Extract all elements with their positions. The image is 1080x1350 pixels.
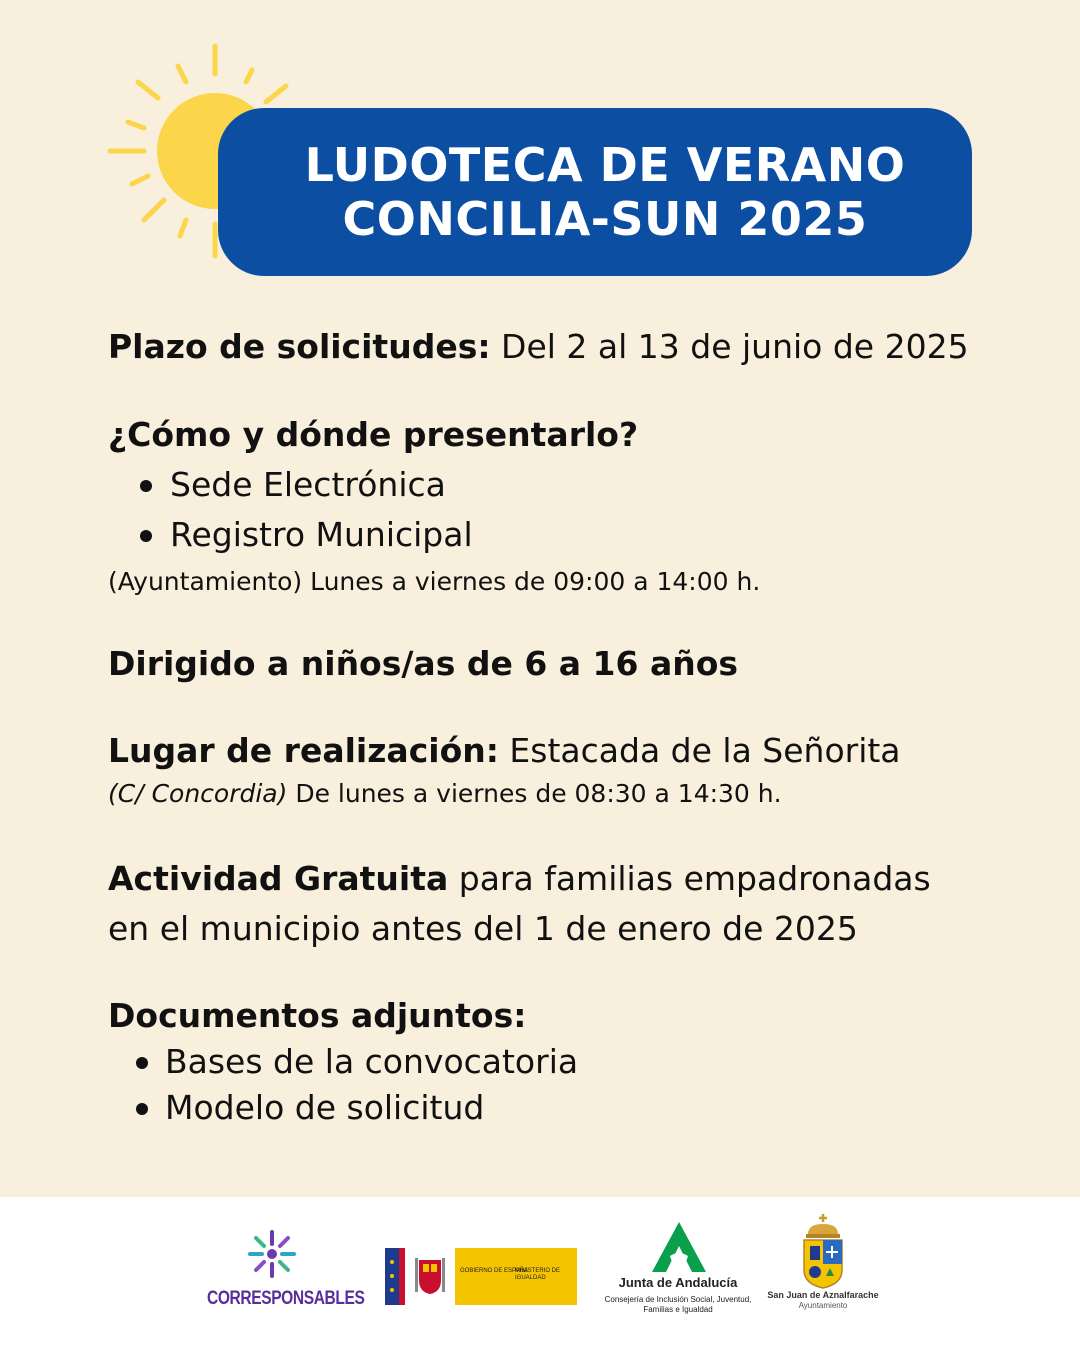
actividad-value-2: en el municipio antes del 1 de enero de 2025 bbox=[108, 909, 858, 948]
gobierno-text: GOBIERNO DE ESPAÑA bbox=[460, 1268, 528, 1274]
actividad-label: Actividad Gratuita bbox=[108, 859, 449, 898]
list-item-text: Sede Electrónica bbox=[170, 465, 446, 504]
documentos-heading: Documentos adjuntos: bbox=[108, 996, 527, 1035]
list-item-text: Registro Municipal bbox=[170, 515, 473, 554]
document-link-modelo[interactable] bbox=[108, 1085, 1008, 1131]
junta-andalucia-logo-icon bbox=[652, 1222, 706, 1272]
bullet-icon bbox=[140, 530, 152, 542]
bullet-icon bbox=[136, 1103, 148, 1115]
lugar-note bbox=[108, 776, 1008, 812]
plazo-value: Del 2 al 13 de junio de 2025 bbox=[490, 327, 969, 366]
bullet-icon bbox=[140, 480, 152, 492]
lugar-section bbox=[108, 726, 1008, 812]
dirigido-text: Dirigido a niños/as de 6 a 16 años bbox=[108, 644, 739, 683]
actividad-section bbox=[108, 854, 1008, 954]
title-banner bbox=[218, 108, 972, 276]
junta-sub: Consejería de Inclusión Social, Juventud, Familias e Igualdad bbox=[604, 1295, 752, 1314]
title-line-1: LUDOTECA DE VERANO bbox=[304, 138, 906, 192]
ministerio-text: MINISTERIO DE IGUALDAD bbox=[515, 1268, 561, 1281]
list-item-text: Modelo de solicitud bbox=[165, 1088, 485, 1127]
presentacion-list bbox=[108, 460, 1008, 560]
list-item-text: Bases de la convocatoria bbox=[165, 1042, 579, 1081]
plazo-section bbox=[108, 322, 1008, 372]
lugar-value: Estacada de la Señorita bbox=[498, 731, 901, 770]
san-juan-sub: Ayuntamiento bbox=[798, 1301, 848, 1310]
san-juan-shield-icon bbox=[800, 1214, 846, 1290]
spain-shield-icon bbox=[385, 1248, 455, 1305]
documentos-section bbox=[108, 991, 1008, 1131]
document-link-bases[interactable] bbox=[108, 1039, 1008, 1085]
plazo-label: Plazo de solicitudes: bbox=[108, 327, 491, 366]
presentacion-section bbox=[108, 410, 1008, 600]
bullet-icon bbox=[136, 1057, 148, 1069]
corresponsables-text: CORRESPONSABLES bbox=[207, 1288, 365, 1309]
documentos-list bbox=[108, 1039, 1008, 1131]
lugar-street: (C/ Concordia) bbox=[108, 779, 288, 808]
actividad-value-1: para familias empadronadas bbox=[448, 859, 931, 898]
presentacion-note: (Ayuntamiento) Lunes a viernes de 09:00 a 14:00 h. bbox=[108, 567, 761, 596]
corresponsables-logo-icon bbox=[246, 1228, 298, 1280]
list-item bbox=[108, 460, 1008, 510]
title-line-2: CONCILIA-SUN 2025 bbox=[342, 192, 868, 246]
presentacion-heading: ¿Cómo y dónde presentarlo? bbox=[108, 415, 639, 454]
list-item bbox=[108, 510, 1008, 560]
san-juan-name: San Juan de Aznalfarache bbox=[767, 1290, 879, 1300]
junta-name: Junta de Andalucía bbox=[618, 1275, 738, 1290]
lugar-label: Lugar de realización: bbox=[108, 731, 499, 770]
lugar-schedule: De lunes a viernes de 08:30 a 14:30 h. bbox=[287, 779, 782, 808]
